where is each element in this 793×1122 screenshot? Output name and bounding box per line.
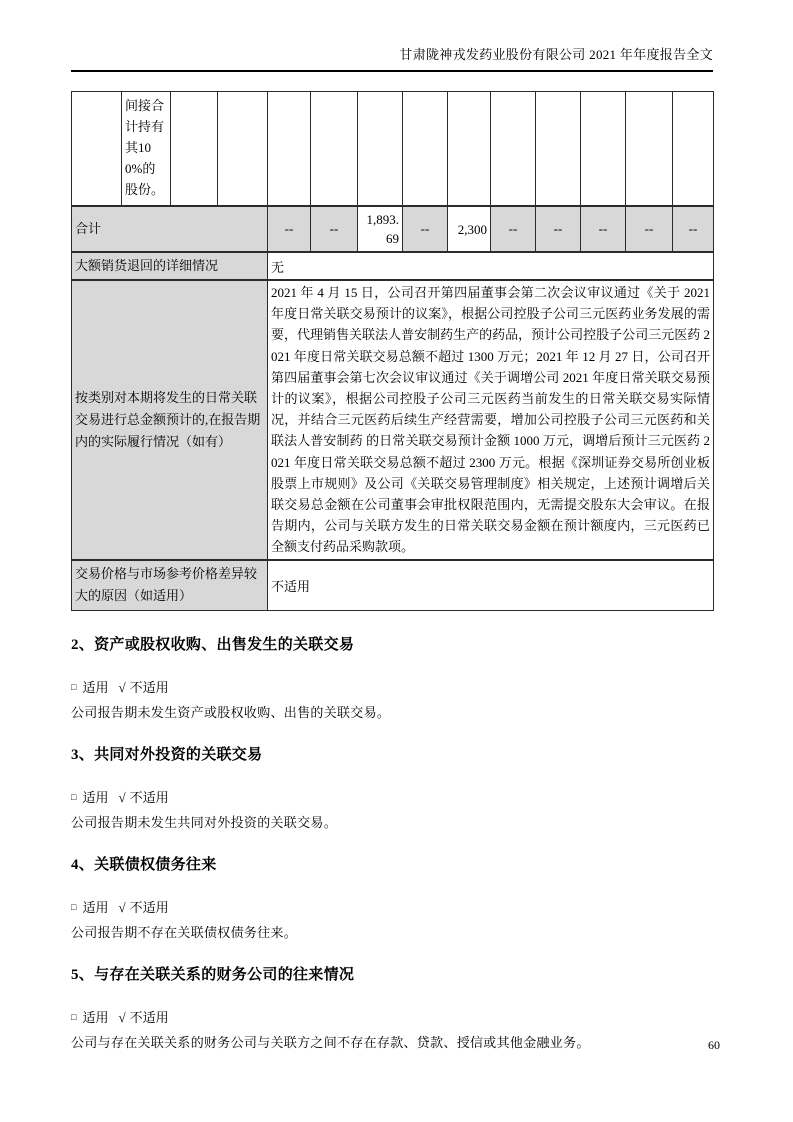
applicable-label: 适用 bbox=[82, 899, 109, 915]
applicability-line bbox=[71, 789, 713, 806]
applicable-label: 适用 bbox=[82, 789, 109, 805]
checkbox-unchecked-icon: □ bbox=[71, 791, 77, 802]
empty-cell bbox=[673, 92, 714, 207]
empty-cell bbox=[448, 92, 491, 207]
not-applicable-label: 不适用 bbox=[129, 789, 169, 805]
detail-label-cell: 按类别对本期将发生的日常关联交易进行总金额预计的,在报告期内的实际履行情况（如有） bbox=[72, 280, 268, 560]
section-body: 公司报告期未发生资产或股权收购、出售的关联交易。 bbox=[71, 704, 391, 720]
checkbox-unchecked-icon: □ bbox=[71, 681, 77, 692]
section-heading: 2、资产或股权收购、出售发生的关联交易 bbox=[71, 636, 355, 653]
share-note-cell: 间接合计持有其100%的股份。 bbox=[122, 92, 171, 207]
empty-cell bbox=[311, 92, 358, 207]
section-body: 公司报告期不存在关联债权债务往来。 bbox=[71, 924, 298, 940]
total-label-cell: 合计 bbox=[72, 206, 268, 252]
section-heading: 4、关联债权债务往来 bbox=[71, 856, 217, 873]
total-value-cell: 2,300 bbox=[448, 206, 491, 252]
total-value-cell: -- bbox=[403, 206, 448, 252]
detail-value-cell: 无 bbox=[268, 252, 714, 280]
total-value-cell: -- bbox=[311, 206, 358, 252]
applicability-line bbox=[71, 1009, 713, 1026]
empty-cell bbox=[491, 92, 536, 207]
checkbox-unchecked-icon: □ bbox=[71, 901, 77, 912]
empty-cell bbox=[581, 92, 626, 207]
section-joint-investment bbox=[71, 745, 713, 831]
detail-label-cell: 大额销货退回的详细情况 bbox=[72, 252, 268, 280]
applicable-label: 适用 bbox=[82, 679, 109, 695]
section-heading: 5、与存在关联关系的财务公司的往来情况 bbox=[71, 966, 355, 983]
total-value-cell: -- bbox=[673, 206, 714, 252]
empty-cell bbox=[626, 92, 673, 207]
empty-cell bbox=[403, 92, 448, 207]
total-value-cell: -- bbox=[268, 206, 311, 252]
empty-cell bbox=[268, 92, 311, 207]
applicability-line bbox=[71, 899, 713, 916]
section-heading: 3、共同对外投资的关联交易 bbox=[71, 746, 263, 763]
detail-value-cell: 不适用 bbox=[268, 560, 714, 611]
section-asset-equity-transactions bbox=[71, 635, 713, 721]
section-related-debts bbox=[71, 855, 713, 941]
header-rule bbox=[71, 70, 713, 72]
table-row-continuation bbox=[72, 92, 714, 207]
page-number: 60 bbox=[708, 1038, 720, 1052]
not-applicable-label: 不适用 bbox=[129, 679, 169, 695]
table-row-estimate-performance bbox=[72, 280, 714, 560]
empty-cell bbox=[536, 92, 581, 207]
detail-value-cell: 2021 年 4 月 15 日，公司召开第四届董事会第二次会议审议通过《关于 2021 年度日常关联交易预计的议案》，根据公司控股子公司三元医药业务发展的需要，代理销售关联法人普安制药生产的药品，预计公司控股子公司三元医药 2021 年度日常关联交易总额不超过 1300 万元；2021 年 12 月 27 日，公司召开第四届董事会第七次会议审议通过《关于调增公司 2021 年度日常关联交易预计的议案》，根据公司控股子公司三元医药当前发生的日常关联交易实际情况，并结合三元医药后续生产经营需要，增加公司控股子公司三元医药和关联法人普安制药 的日常关联交易预计金额 1000 万元，调增后预计三元医药 2021 年度日常关联交易总额不超过 2300 万元。根据《深圳证券交易所创业板股票上市规则》及公司《关联交易管理制度》相关规定，上述预计调增后关联交易总金额在公司董事会审批权限范围内，无需提交股东大会审议。在报告期内，公司与关联方发生的日常关联交易金额在预计额度内，三元医药已全额支付药品采购款项。 bbox=[268, 280, 714, 560]
detail-label-cell: 交易价格与市场参考价格差异较大的原因（如适用） bbox=[72, 560, 268, 611]
checkmark-icon: √ bbox=[118, 679, 126, 695]
section-body: 公司与存在关联关系的财务公司与关联方之间不存在存款、贷款、授信或其他金融业务。 bbox=[71, 1034, 590, 1050]
checkmark-icon: √ bbox=[118, 899, 126, 915]
checkmark-icon: √ bbox=[118, 789, 126, 805]
checkbox-unchecked-icon: □ bbox=[71, 1011, 77, 1022]
table-row-price-difference bbox=[72, 560, 714, 611]
total-value-cell: -- bbox=[491, 206, 536, 252]
empty-cell bbox=[171, 92, 218, 207]
table-row-sales-returns bbox=[72, 252, 714, 280]
empty-cell bbox=[358, 92, 403, 207]
table-row-total bbox=[72, 206, 714, 252]
total-value-cell: -- bbox=[626, 206, 673, 252]
applicable-label: 适用 bbox=[82, 1009, 109, 1025]
not-applicable-label: 不适用 bbox=[129, 899, 169, 915]
empty-cell bbox=[218, 92, 268, 207]
checkmark-icon: √ bbox=[118, 1009, 126, 1025]
section-finance-company-dealings bbox=[71, 965, 713, 1051]
empty-cell bbox=[72, 92, 122, 207]
applicability-line bbox=[71, 679, 713, 696]
not-applicable-label: 不适用 bbox=[129, 1009, 169, 1025]
total-value-cell: -- bbox=[581, 206, 626, 252]
related-transactions-table bbox=[71, 91, 714, 611]
total-value-cell: -- bbox=[536, 206, 581, 252]
page-header-title: 甘肃陇神戎发药业股份有限公司 2021 年年度报告全文 bbox=[399, 47, 713, 62]
section-body: 公司报告期未发生共同对外投资的关联交易。 bbox=[71, 814, 338, 830]
total-value-cell: 1,893.69 bbox=[358, 206, 403, 252]
